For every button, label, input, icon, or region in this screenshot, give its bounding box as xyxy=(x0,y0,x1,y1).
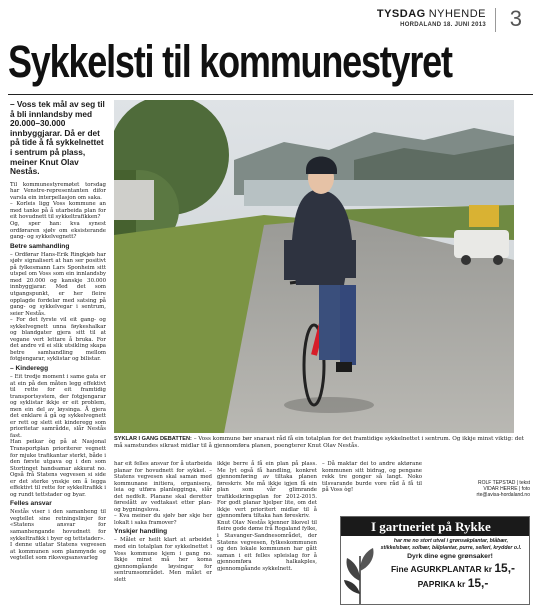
ad-price-value: 15,- xyxy=(467,575,489,590)
ad-price-value: 15,- xyxy=(494,560,516,575)
credit-photo: VIDAR HERRE | foto xyxy=(483,486,530,493)
credit-text: ROLF TEPSTAD | tekst xyxy=(478,480,530,486)
headline-rule xyxy=(8,94,533,95)
left-column xyxy=(10,100,106,562)
header-day: TYSDAG NYHENDE xyxy=(376,8,486,20)
body-paragraph: Han peikar òg på at Nasjonal Transportplan prioriterer vegnett for mjuke trafikantar sterkt, både i den første utgava og i den som Stortinget handsamar akkurat no. Også frå Statens vegvesen si side er det sterke ynskje om å legga effektivt til rette for sykkeltrafikk i og rundt tettstader og byar. xyxy=(10,439,106,498)
body-paragraph: – For det fyrste vil eit gang- og sykkelvegnett unna føykeshalkar og blandgater gjera sitt til at vegane vert lettare å bruka. For det andre vil ei slik utsikling skapa betre samhandling mellom fotgjengarar, syklistar og bilistar. xyxy=(10,317,106,363)
body-paragraph: I denne utlatar Statens vegvesen at kommunen som planmynde og vegtellet som riksvegsansvarleg xyxy=(10,542,106,562)
header-divider xyxy=(495,8,496,32)
ad-slogan: Dyrk dine egne grønsaker! xyxy=(407,552,493,560)
ad-title: I gartneriet på Rykke xyxy=(341,517,529,536)
body-paragraph: – Korleis ligg Voss kommune an med tanke på å utarbeida plan for eit hovudnett til sykkeltrafikken? xyxy=(10,201,106,221)
header-section: NYHENDE xyxy=(428,8,486,20)
cyclist-photo-illustration xyxy=(114,100,514,433)
article-column-3 xyxy=(217,461,317,572)
body-paragraph: Nestås viser i den samanheng til vegtellet sine retningslinjer for «Statens ansvar for samanhengande hovudnett for sykkeltrafikk i byer og tettstader». xyxy=(10,509,106,542)
article-column-4 xyxy=(322,461,422,494)
subheading: Ynskjer handling xyxy=(114,528,168,536)
article-column-2 xyxy=(114,461,212,583)
page-number: 3 xyxy=(509,6,522,31)
plant-icon xyxy=(341,536,379,605)
ad-price-cucumber: Fine AGURKPLANTAR kr 15,- xyxy=(390,560,516,575)
header-publication: HORDALAND 18. JUNI 2013 xyxy=(400,22,486,28)
body-paragraph: – Då maktar dei to andre aktørane kommunen sitt bidrag, og pengane rekk tre gonger så langt. Noko tilsvarande burde vore råd å få til på Voss òg! xyxy=(322,461,422,494)
cyclist-photo xyxy=(114,100,514,433)
caption-text: – Voss kommune bør snarast råd få ein totalplan for det framtidige sykkelnettet i sentrum. Og ikkje minst viktig: det må samstundes sikrast midlar til å gjennomføra planen, poengterer Knut Olav Nestås. xyxy=(114,436,524,449)
caption-lead: SYKLAR I GANG DEBATTEN: xyxy=(114,436,192,442)
body-paragraph: har eit felles ansvar for å utarbeida planar for hovudnett for sykkel. – Statens vegvesen skal saman med kommunane initiera, organisera, leia og utføra planlegginga, slår det nedfelt. Planane skal deretter føreslått av vedtakast etter plan- og bygningslova. xyxy=(114,461,212,513)
body-paragraph: Og, sper han: kva synest ordføraren sjølv om eksisterande gang- og sykkelvegnett? xyxy=(10,221,106,241)
body-paragraph: ikkje berre å få ein plan på plass. Me lyt også få handling, konkret gjennomføring av tiltaka planen føreskriv. Me må ikkje igjen få ein plan som vår glimrande trafikksikringsplan for 2012-2015. For godt planar hjelper lite, om det ikkje vert prioritert midlar til å gjennomføra tiltaka han føreskriv. xyxy=(217,461,317,520)
body-paragraph: – Ordførar Hans-Erik Ringkjøb har sjølv signalisert at han ser positivt på fylkesmann Lars Sponheim sitt utspel om Voss som ein innlandsby med 20.000 og kanskje 30.000 innbyggjarar. Med det som utgangspunkt, er her fleire opplagde fordelar med satsing på gang- og sykkelvegar i sentrum, seier Nestås. xyxy=(10,251,106,317)
subheading: Felles ansvar xyxy=(10,500,52,508)
lead-paragraph: – Voss tek mål av seg til å bli innlandsby med 20.000–30.000 innbyggjarar. Då er det på tide å få sykkelnettet i sentrum på plass, meiner Knut Olav Nestås. xyxy=(10,99,105,177)
credit-email: rte@avisa-hordaland.no xyxy=(476,492,530,499)
headline: Sykkelsti til kommunestyret xyxy=(8,36,452,87)
page-header xyxy=(330,8,530,38)
body-paragraph: – Kva meiner du sjølv bør skje her lokalt i saka framover? xyxy=(114,513,212,526)
subheading: – Kinderegg xyxy=(10,364,49,372)
body-paragraph: Til kommunestyremøtet torsdag har Venstre-representanten difor varsla ein interpellasjon om saka. xyxy=(10,181,106,201)
body-paragraph: – Målet er heilt klart at arbeidet med ein totalplan for sykkelnettet i Voss kommune kjem i gang no. Ikkje minst må her koma gjennomgåande løysingar for sentrumsområdet. Men målet er slett xyxy=(114,537,212,583)
byline-credits xyxy=(420,480,530,499)
subheading: Betre samhandling xyxy=(10,242,70,250)
photo-caption xyxy=(114,436,530,450)
ad-tags: har me no stort utval i grønsakplantar, blåbær, stikkelsbær, solbær, bålplantar, purre, selleri, krydder o.l. xyxy=(380,538,522,551)
advertisement xyxy=(340,516,530,605)
body-paragraph: – Eit tredje moment i same gata er at ein på den måten legg effektivt til rette for eit framtidig transportsystem, der fotgjengarar og syklistar ikkje er eit problem, men ein del av løysinga. Å gjera det enklare å gå og sykkelvegnett er rett og slett eit kinderegg som prioritetar samrådde, slår Nestås fast. xyxy=(10,373,106,439)
ad-price-paprika: PAPRIKA kr 15,- xyxy=(417,575,489,590)
body-paragraph: Knut Olav Nestås kjenner likevel til fleire gode døme frå Rogaland fylke, i Stavanger-Sandnesområdet, der Statens vegvesen, fylkeskommunen og den lokale kommunen har gått saman i eit felles spleislag for å gjennomføra halkakples, gjennomgåande sykkelnett. xyxy=(217,519,317,572)
